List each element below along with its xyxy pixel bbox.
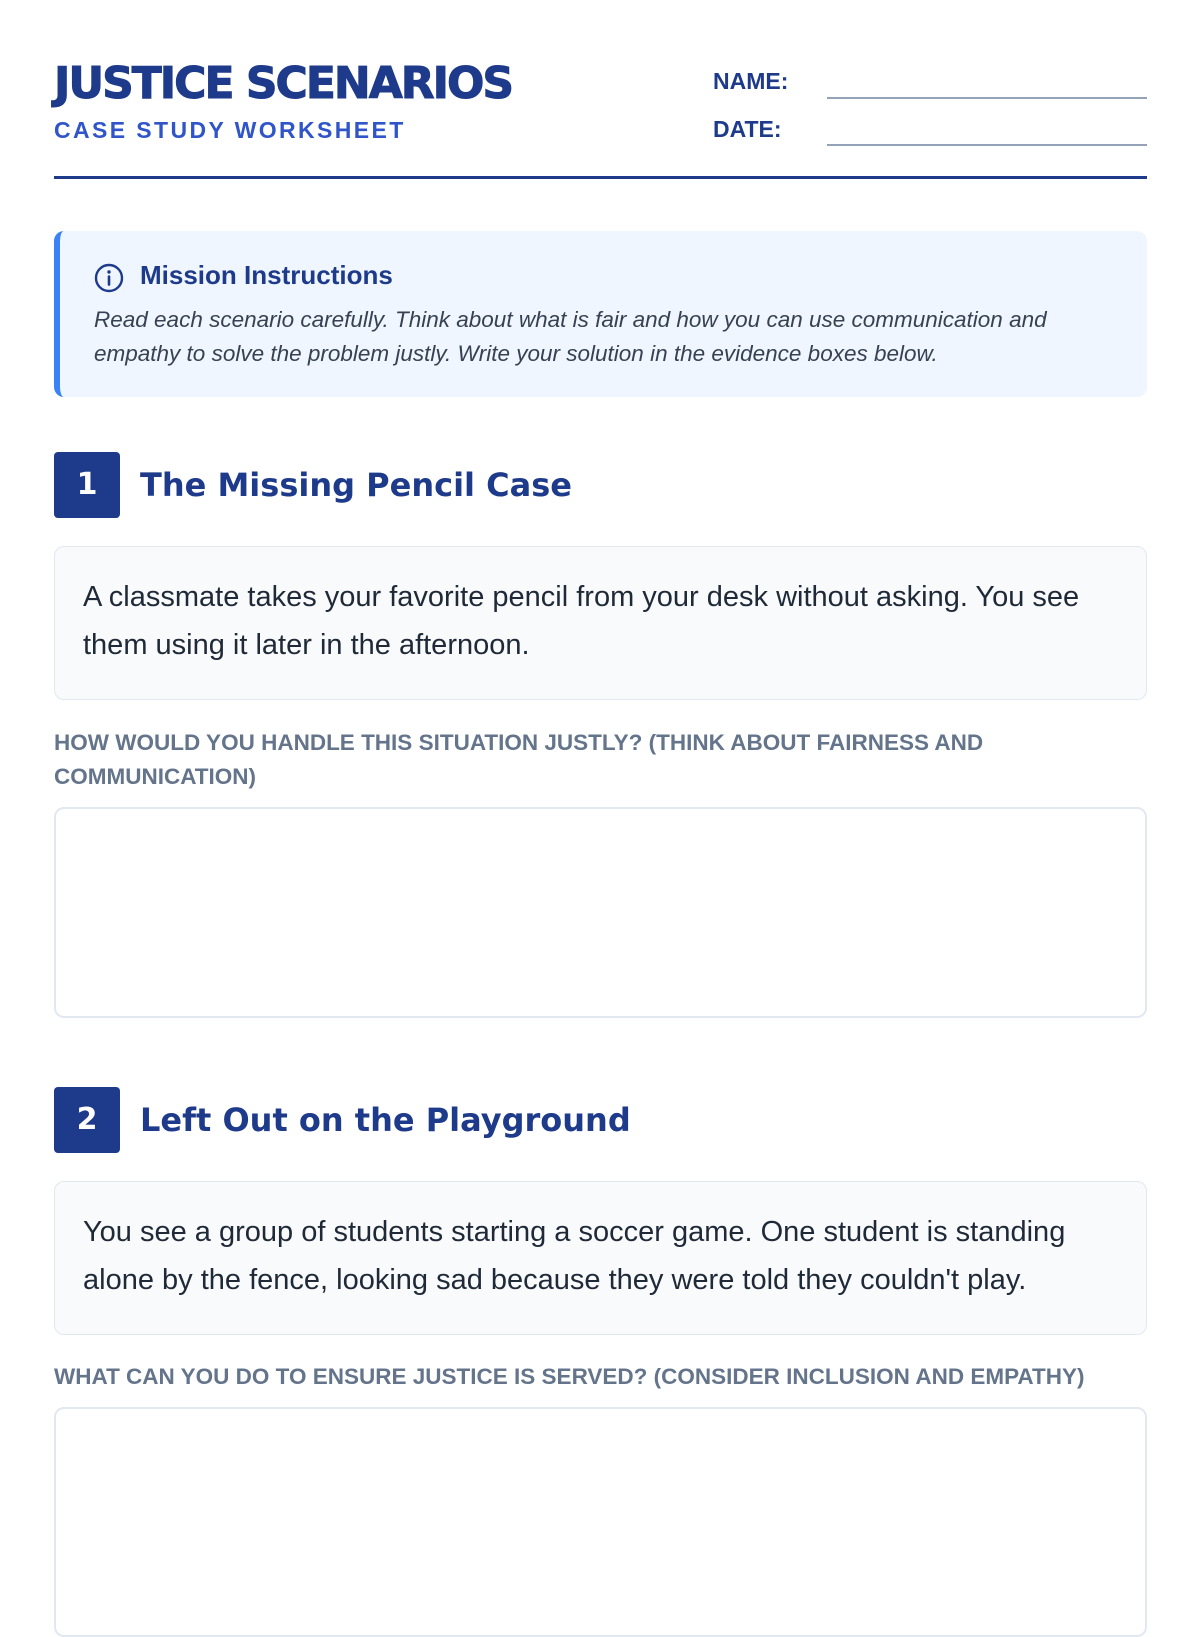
- page-title: JUSTICE SCENARIOS: [54, 58, 513, 109]
- answer-box[interactable]: [54, 807, 1147, 1018]
- info-icon: [94, 263, 124, 293]
- page-subtitle: CASE STUDY WORKSHEET: [54, 117, 406, 143]
- scenario-description: A classmate takes your favorite pencil from your desk without asking. You see them using it later in the afternoon.: [54, 546, 1147, 700]
- scenario-title: Left Out on the Playground: [140, 1101, 631, 1139]
- name-field[interactable]: [827, 97, 1147, 99]
- name-label: NAME:: [713, 68, 789, 94]
- answer-box[interactable]: [54, 1407, 1147, 1637]
- scenario-number-badge: 2: [54, 1087, 120, 1153]
- scenario-number-badge: 1: [54, 452, 120, 518]
- date-label: DATE:: [713, 116, 782, 142]
- scenario-title: The Missing Pencil Case: [140, 466, 572, 504]
- scenario-description: You see a group of students starting a soccer game. One student is standing alone by the fence, looking sad because they were told they couldn't play.: [54, 1181, 1147, 1335]
- instructions-text: Read each scenario carefully. Think about what is fair and how you can use communication and empathy to solve the problem justly. Write your solution in the evidence boxes below.: [94, 307, 1047, 366]
- instructions-title: Mission Instructions: [140, 260, 393, 290]
- scenario-question: HOW WOULD YOU HANDLE THIS SITUATION JUSTLY? (THINK ABOUT FAIRNESS AND COMMUNICATION): [54, 730, 984, 789]
- instructions-box: [54, 231, 1147, 397]
- worksheet-page: [54, 0, 1147, 1389]
- worksheet-header: [54, 0, 1147, 179]
- date-field[interactable]: [827, 144, 1147, 146]
- scenario-question: WHAT CAN YOU DO TO ENSURE JUSTICE IS SERVED? (CONSIDER INCLUSION AND EMPATHY): [54, 1364, 1085, 1389]
